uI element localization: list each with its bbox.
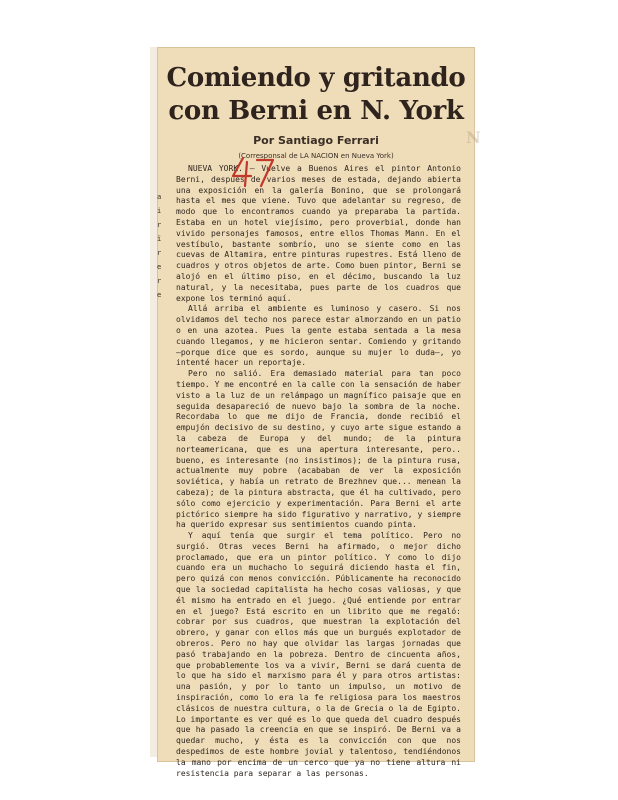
article-body (176, 164, 461, 779)
margin-mark: r (157, 221, 162, 229)
margin-mark: e (157, 291, 162, 299)
paragraph-3: Pero no salió. Era demasiado material para tan poco tiempo. Y me encontré en la calle con la sensación de haber visto a la luz de un relámpago un magnífico paisaje que en seguida desapareció de nuevo bajo la sombra de la noche. Recordaba lo que me dijo de Francia, donde recibió el empujón decisivo de su destino, y cuyo arte sigue estando a la cabeza de Europa y del mundo; de la pintura norteamericana, que es una apertura interesante, pero.. bueno, es interesante (no insistimos); de la pintura rusa, actualmente muy pobre (acababan de ver la exposición soviética, y había un retrato de Brezhnev que... menean la cabeza); de la pintura abstracta, que él ha cultivado, pero sólo como ejercicio y experimentación. Para Berni el arte pictórico siempre ha sido figurativo y narrativo, y siempre ha querido expresar sus sentimientos cuando pinta. (176, 369, 461, 530)
margin-mark: i (157, 207, 162, 215)
margin-mark: r (157, 277, 162, 285)
headline-line-1: Comiendo y gritando (166, 63, 466, 93)
byline: Por Santiago Ferrari (253, 134, 379, 147)
paragraph-2: Allá arriba el ambiente es luminoso y casero. Si nos olvidamos del techo nos parece estar almorzando en un patio o en una azotea. Pues la gente estaba sentada a la mesa cuando llegamos, y me hicieron sentar. Comiendo y gritando —porque dice que es sordo, aunque su mujer lo duda—, yo intenté hacer un reportaje. (176, 304, 461, 368)
margin-mark: ï (157, 235, 162, 243)
margin-mark: r (157, 249, 162, 257)
correspondent-credit: (Corresponsal de LA NACION en Nueva York) (238, 152, 394, 160)
headline-line-2: con Berni en N. York (168, 96, 464, 126)
headline (158, 62, 474, 128)
paragraph-4: Y aquí tenía que surgir el tema político. Pero no surgió. Otras veces Berni ha afirmado, o mejor dicho proclamado, que era un pintor político. Y como lo dijo cuando era un muchacho lo seguirá diciendo hasta el fin, pero quizá con menos convicción. Públicamente ha reconocido que la sociedad capitalista ha hecho cosas valiosas, y que él mismo ha entrado en el juego. ¿Qué entiende por entrar en el juego? Está escrito en un librito que me regaló: cobrar por sus cuadros, que muestran la explotación del obrero, y ganar con ellos más que un burgués explotador de obreros. Pero no hay que olvidar las largas jornadas que pasó trabajando en la pobreza. Dentro de cincuenta años, que probablemente los va a vivir, Berni se dará cuenta de lo que ha sido el marxismo para él y para otros artistas: una pasión, y por lo tanto un impulso, un motivo de inspiración, como lo era la fe religiosa para los maestros clásicos de nuestra cultura, o la de Grecia o la de Egipto. Lo importante es ver qué es lo que queda del cuadro después que ha pasado la creencia en que se inspiró. De Berni va a quedar mucho, y ésta es la convicción con que nos despedimos de este hombre jovial y talentoso, tendiéndonos la mano por encima de un cerco que ya no tiene altura ni resistencia para separar a las personas. (176, 531, 461, 778)
bleed-through-text: N (466, 128, 481, 147)
margin-marks (157, 190, 167, 310)
paragraph-1: NUEVA YORK. — Vuelve a Buenos Aires el pintor Antonio Berni, después de varios meses de estada, dejando abierta una exposición en la galería Bonino, que se prolongará hasta el mes que viene. Tuvo que adelantar su regreso, de modo que lo encontramos cuando ya preparaba la partida. Estaba en un hotel viejísimo, pero proverbial, donde han vivido personajes famosos, entre ellos Thomas Mann. En el vestíbulo, bastante sombrío, uno se siente como en las cuevas de Altamira, entre pinturas rupestres. Está lleno de cuadros y otros objetos de arte. Como buen pintor, Berni se alojó en el último piso, en el décimo, buscando la luz natural, y la necesitaba, pues parte de los cuadros que expone los terminó aquí. (176, 164, 461, 303)
newspaper-clipping (157, 47, 475, 778)
margin-mark: a (157, 193, 162, 201)
margin-mark: e (157, 263, 162, 271)
